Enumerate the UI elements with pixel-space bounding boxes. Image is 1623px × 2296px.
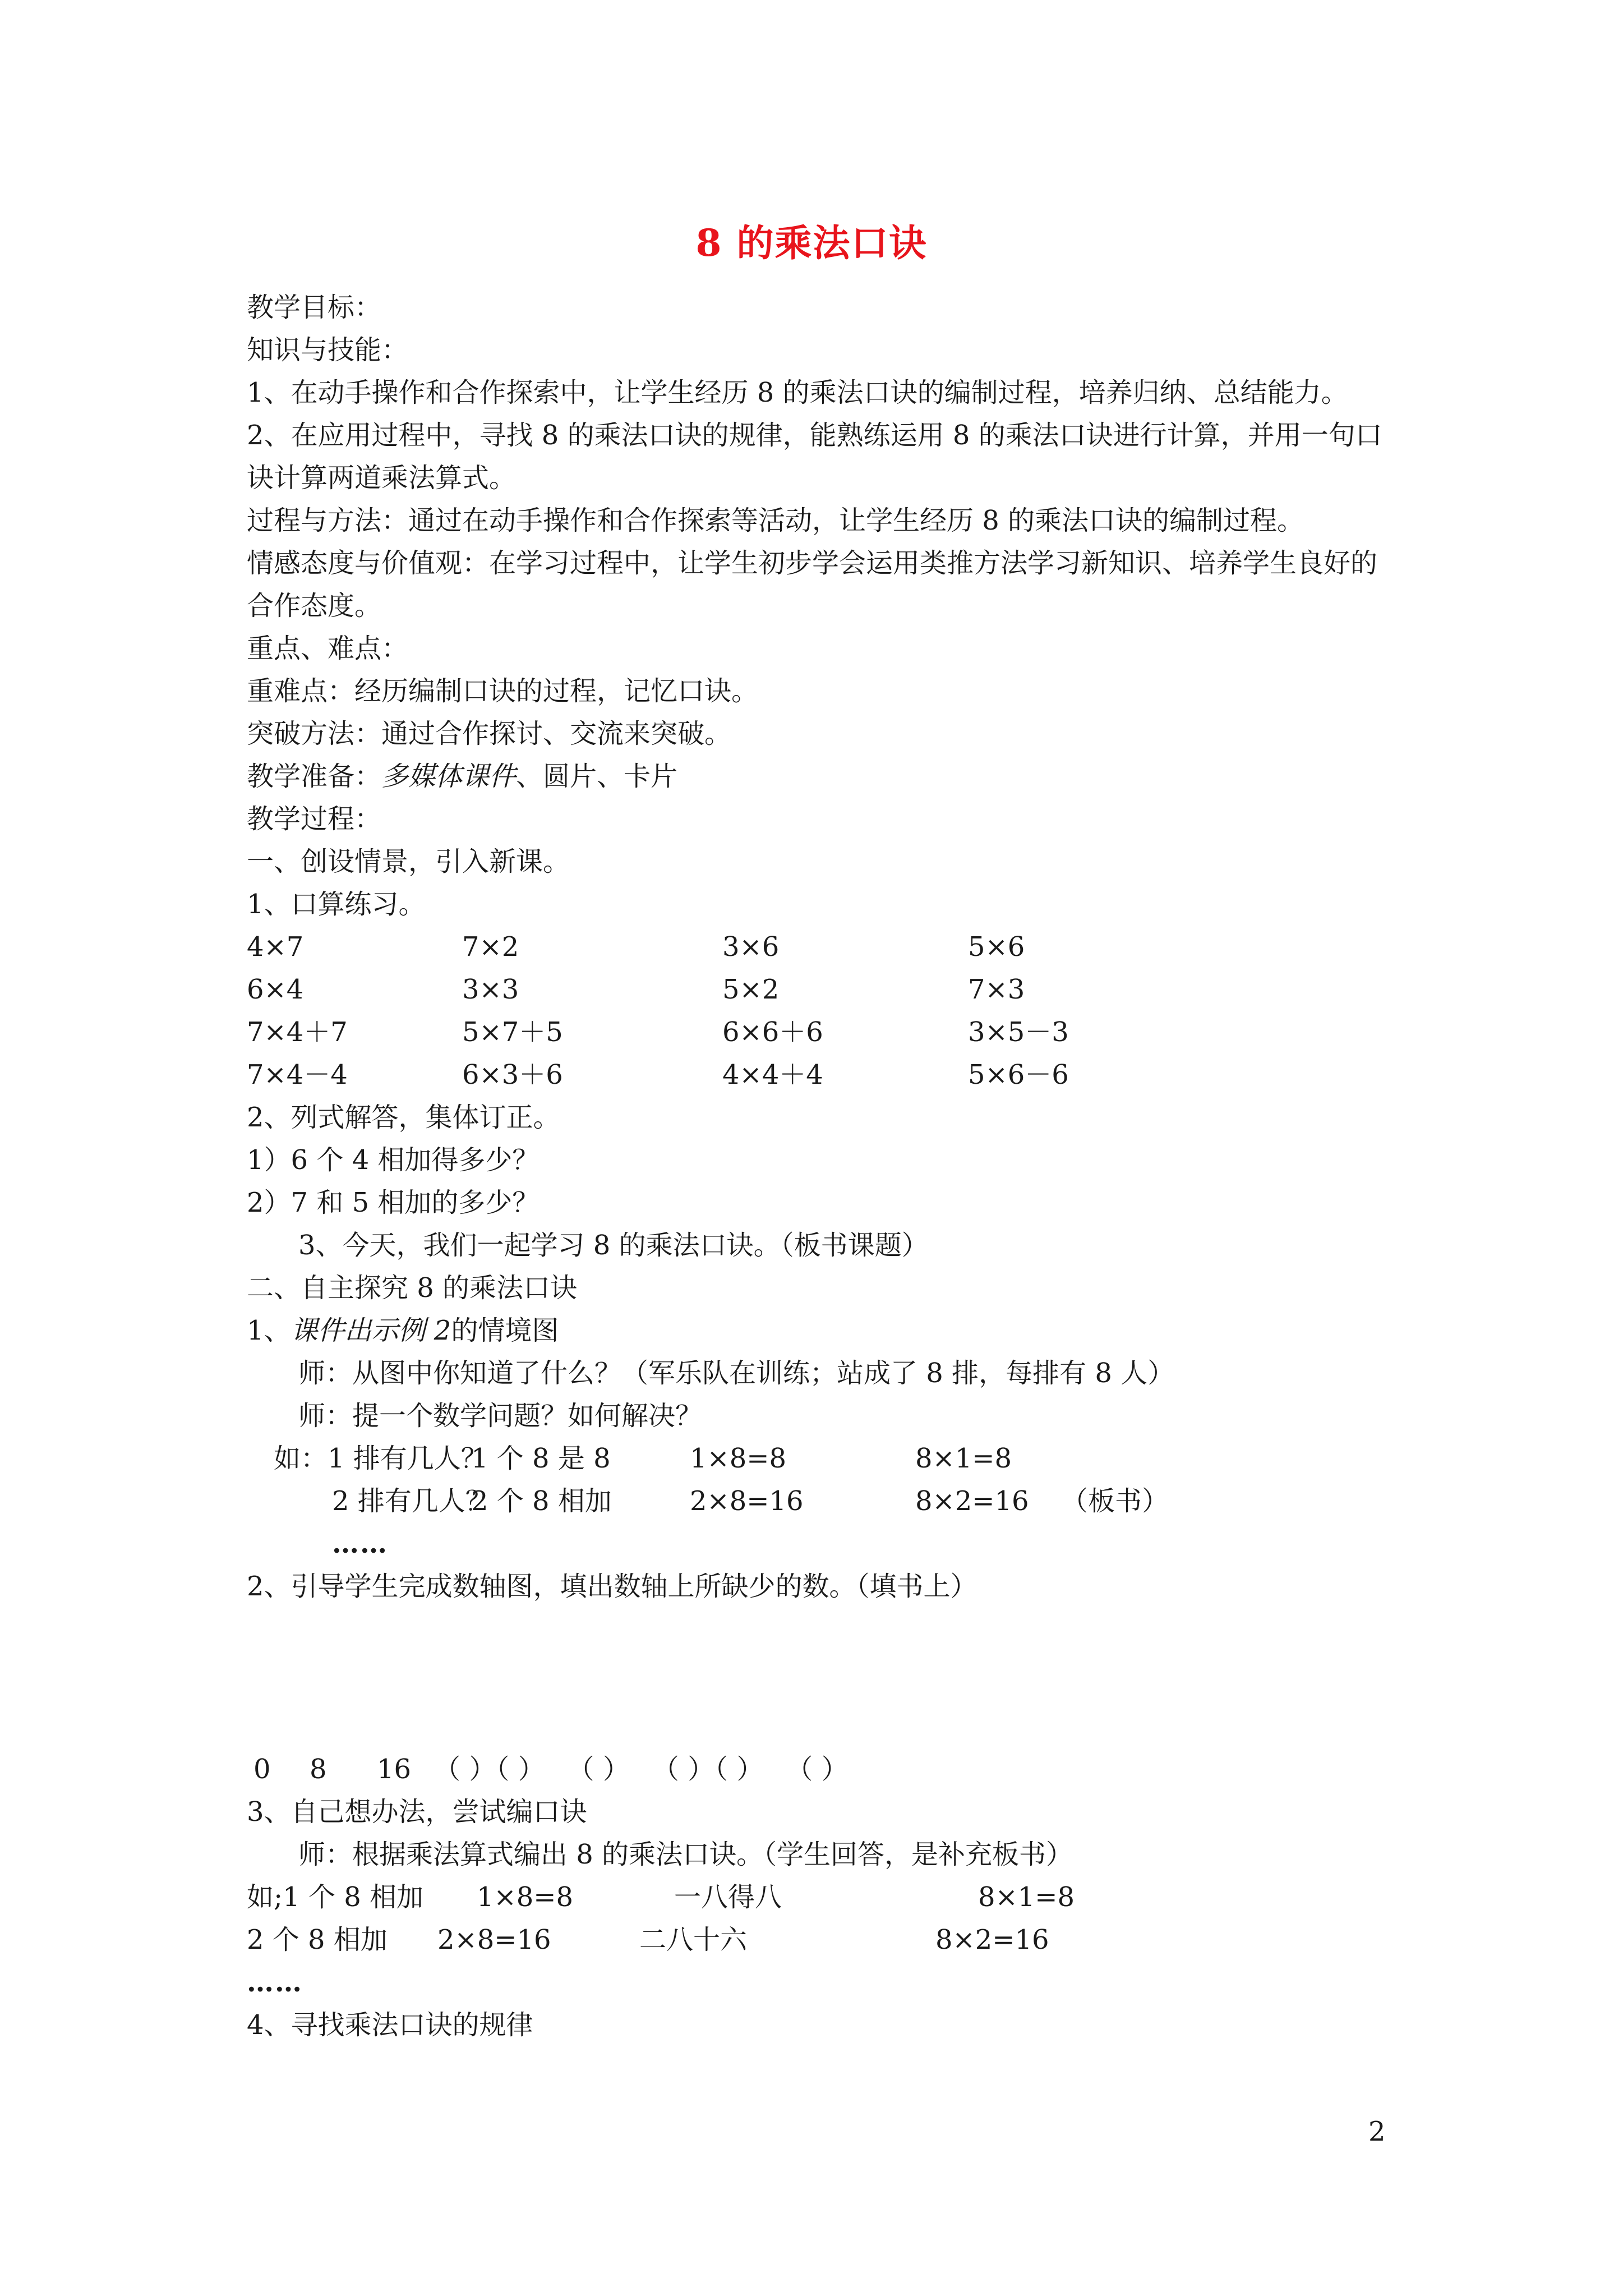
text-line: 2）7 和 5 相加的多少？ xyxy=(247,1187,540,1218)
text-line: 师：从图中你知道了什么？（军乐队在训练；站成了 8 排，每排有 8 人） xyxy=(298,1358,1175,1389)
axis-blank: （ ）（ ） xyxy=(652,1754,764,1785)
ellipsis: …… xyxy=(332,1528,388,1559)
axis-blank: （ ） xyxy=(567,1754,630,1785)
example-cell: 2 个 8 相加 xyxy=(471,1485,612,1517)
calc-cell: 3×6 xyxy=(722,931,780,963)
oral-calc-row xyxy=(247,968,1391,1011)
text-line: 一、创设情景，引入新课。 xyxy=(247,846,570,877)
koujue-cell: 如;1 个 8 相加 xyxy=(247,1881,424,1913)
text-line: 1、在动手操作和合作探索中，让学生经历 8 的乘法口诀的编制过程，培养归纳、总结能力。 xyxy=(247,377,1348,408)
text-span: 、圆片、卡片 xyxy=(516,761,678,792)
text-line: 过程与方法：通过在动手操作和合作探索等活动，让学生经历 8 的乘法口诀的编制过程。 xyxy=(247,505,1304,536)
text-line: 教学目标： xyxy=(247,292,382,323)
text-line: 重难点：经历编制口诀的过程，记忆口诀。 xyxy=(247,675,759,707)
text-line: 师：提一个数学问题？如何解决？ xyxy=(298,1400,703,1432)
koujue-cell: 8×2=16 xyxy=(935,1924,1049,1955)
text-line: 教学过程： xyxy=(247,803,382,835)
number-line-figure-space xyxy=(247,1608,1391,1748)
calc-cell: 3×3 xyxy=(462,974,519,1005)
text-span: 教学准备： xyxy=(247,761,382,792)
text-line: 3、今天，我们一起学习 8 的乘法口诀。（板书课题） xyxy=(298,1230,929,1261)
example-cell: 8×2=16 xyxy=(915,1485,1029,1517)
calc-cell: 5×6 xyxy=(968,931,1025,963)
oral-calc-row xyxy=(247,1011,1391,1053)
axis-label: 8 xyxy=(310,1754,327,1785)
text-line: 4、寻找乘法口诀的规律 xyxy=(247,2009,533,2041)
axis-blank: （ ）（ ） xyxy=(434,1754,545,1785)
oral-calc-table xyxy=(247,926,1391,1096)
text-paragraph: 情感态度与价值观：在学习过程中，让学生初步学会运用类推方法学习新知识、培养学生良好的合作态度。 xyxy=(247,547,1378,622)
calc-cell: 4×4＋4 xyxy=(722,1059,823,1091)
axis-blank: （ ） xyxy=(786,1754,849,1785)
text-line: 3、自己想办法，尝试编口诀 xyxy=(247,1796,587,1828)
text-line: 知识与技能： xyxy=(247,334,409,366)
oral-calc-row xyxy=(247,926,1391,968)
text-line: 2、列式解答，集体订正。 xyxy=(247,1102,560,1133)
text-span: 的情境图 xyxy=(451,1315,559,1346)
example-row xyxy=(247,1480,1391,1522)
example-cell: 2×8=16 xyxy=(690,1485,804,1517)
example-cell: 1 个 8 是 8 xyxy=(471,1443,611,1474)
calc-cell: 3×5－3 xyxy=(968,1016,1069,1048)
text-line: 二、自主探究 8 的乘法口诀 xyxy=(247,1272,578,1304)
calc-cell: 5×7＋5 xyxy=(462,1016,563,1048)
calc-cell: 4×7 xyxy=(247,931,304,963)
example-cell: 8×1=8 xyxy=(915,1443,1012,1474)
italic-span: 多媒体课件 xyxy=(381,761,517,792)
koujue-row xyxy=(247,1918,1391,1961)
italic-span: 课件出示例 2 xyxy=(291,1315,451,1346)
number-line-labels xyxy=(247,1748,1391,1791)
text-span: 1、 xyxy=(247,1315,291,1346)
calc-cell: 6×6＋6 xyxy=(722,1016,823,1048)
example-cell: （板书） xyxy=(1061,1485,1169,1517)
koujue-row xyxy=(247,1876,1391,1918)
koujue-cell: 2 个 8 相加 xyxy=(247,1924,388,1955)
page-number: 2 xyxy=(1368,2116,1386,2147)
calc-cell: 5×2 xyxy=(722,974,780,1005)
calc-cell: 7×4－4 xyxy=(247,1059,348,1091)
koujue-cell: 一八得八 xyxy=(674,1881,782,1913)
text-line xyxy=(247,755,1391,798)
text-line: 重点、难点： xyxy=(247,633,409,664)
koujue-cell: 二八十六 xyxy=(639,1924,748,1955)
text-line: 1）6 个 4 相加得多少？ xyxy=(247,1144,540,1176)
example-cell: 1×8=8 xyxy=(690,1443,787,1474)
axis-label: 16 xyxy=(377,1754,412,1785)
koujue-cell: 2×8=16 xyxy=(437,1924,551,1955)
calc-cell: 7×4＋7 xyxy=(247,1016,348,1048)
text-line: 突破方法：通过合作探讨、交流来突破。 xyxy=(247,718,732,749)
document-title: 8 的乘法口诀 xyxy=(695,221,928,265)
calc-cell: 7×2 xyxy=(462,931,519,963)
text-line xyxy=(247,1309,1391,1352)
text-line: 1、口算练习。 xyxy=(247,889,426,920)
text-paragraph: 2、在应用过程中，寻找 8 的乘法口诀的规律，能熟练运用 8 的乘法口诀进行计算，并用一句口诀计算两道乘法算式。 xyxy=(247,420,1382,494)
koujue-cell: 8×1=8 xyxy=(978,1881,1075,1913)
example-cell: 如：1 排有几人？ xyxy=(274,1443,488,1474)
example-cell: 2 排有几人？ xyxy=(332,1485,492,1517)
text-line: 2、引导学生完成数轴图，填出数轴上所缺少的数。（填书上） xyxy=(247,1571,978,1602)
calc-cell: 6×3＋6 xyxy=(462,1059,563,1091)
calc-cell: 5×6－6 xyxy=(968,1059,1069,1091)
calc-cell: 7×3 xyxy=(968,974,1025,1005)
document-body xyxy=(247,286,1391,2046)
calc-cell: 6×4 xyxy=(247,974,304,1005)
example-row xyxy=(247,1437,1391,1480)
koujue-cell: 1×8=8 xyxy=(477,1881,574,1913)
axis-label: 0 xyxy=(253,1754,271,1785)
ellipsis: …… xyxy=(247,1967,303,1998)
oral-calc-row xyxy=(247,1053,1391,1096)
text-line: 师：根据乘法算式编出 8 的乘法口诀。（学生回答，是补充板书） xyxy=(298,1839,1073,1870)
